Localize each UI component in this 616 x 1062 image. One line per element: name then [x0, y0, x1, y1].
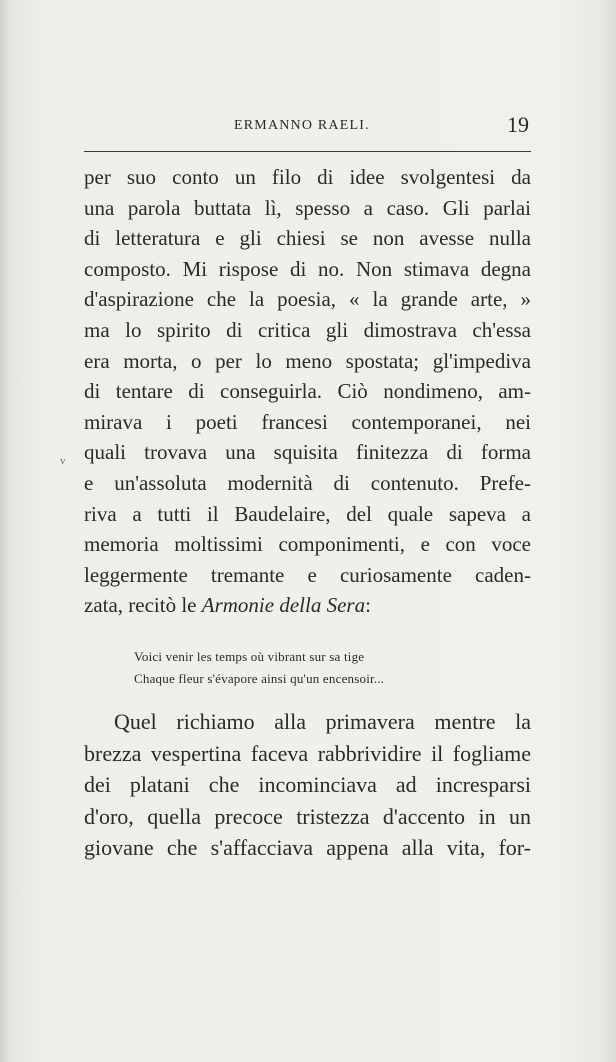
text-suffix: : [365, 593, 371, 618]
poem-title: Armonie della Sera [201, 593, 366, 618]
page-header [84, 112, 531, 142]
text-line: dei platani che incominciava ad incresparsi [84, 772, 531, 797]
text-line: una parola buttata lì, spesso a caso. Gli parlai [84, 195, 531, 220]
text-line-last [84, 590, 531, 621]
page-number: 19 [507, 112, 529, 137]
verse-quote [134, 646, 514, 690]
text-line: era morta, o per lo meno spostata; gl'impediva [84, 348, 531, 373]
paragraph-1 [84, 162, 531, 621]
text-line: leggermente tremante e curiosamente caden- [84, 562, 531, 587]
text-line: e un'assoluta modernità di contenuto. Prefe- [84, 470, 531, 495]
verse-line: Chaque fleur s'évapore ainsi qu'un encensoir... [134, 671, 385, 686]
text-line: composto. Mi rispose di no. Non stimava degna [84, 256, 531, 281]
text-line: d'oro, quella precoce tristezza d'accento in un [84, 803, 531, 829]
text-line: per suo conto un filo di idee svolgentesi da [84, 165, 531, 189]
text-prefix: zata, recitò le [84, 593, 202, 618]
text-line: di tentare di conseguirla. Ciò nondimeno, am- [84, 379, 531, 404]
text-line: mirava i poeti francesi contemporanei, nei [84, 409, 531, 434]
text-line: di letteratura e gli chiesi se non avesse nulla [84, 226, 531, 251]
header-rule [84, 151, 531, 152]
text-line: quali trovava una squisita finitezza di forma [84, 440, 531, 465]
margin-mark: v [60, 455, 66, 467]
verse-line: Voici venir les temps où vibrant sur sa tige [134, 649, 365, 664]
text-line: riva a tutti il Baudelaire, del quale sapeva a [84, 501, 531, 526]
text-line: brezza vespertina faceva rabbrividire il fogliame [84, 740, 531, 766]
text-line: ma lo spirito di critica gli dimostrava ch'essa [84, 317, 531, 342]
paragraph-2 [84, 706, 531, 864]
text-line: Quel richiamo alla primavera mentre la [114, 709, 531, 734]
text-line: giovane che s'affacciava appena alla vita, for- [84, 835, 531, 860]
running-title: ERMANNO RAELI. [234, 118, 370, 133]
text-line: memoria moltissimi componimenti, e con voce [84, 532, 531, 557]
text-line: d'aspirazione che la poesia, « la grande arte, » [84, 287, 531, 312]
